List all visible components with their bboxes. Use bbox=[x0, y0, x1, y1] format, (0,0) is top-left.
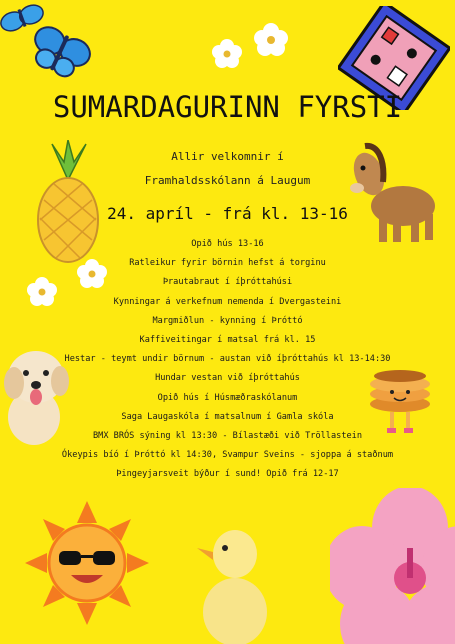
flower-icon bbox=[205, 18, 305, 78]
welcome-line-2: Framhaldsskólann á Laugum bbox=[144, 174, 311, 187]
welcome-line-1: Allir velkomnir í bbox=[171, 150, 284, 163]
butterfly-icon bbox=[0, 0, 100, 100]
list-item: Þrautabraut í íþróttahúsi bbox=[162, 277, 293, 288]
list-item: Kynningar á verkefnum nemenda í Dvergasteini bbox=[113, 296, 342, 307]
list-item: Margmiðlun - kynning í Þróttó bbox=[152, 315, 303, 326]
list-item: Ratleikur fyrir börnin hefst á torginu bbox=[129, 258, 326, 269]
hibiscus-icon bbox=[330, 488, 455, 644]
list-item: Þingeyjarsveit býður í sund! Opið frá 12-17 bbox=[116, 469, 339, 480]
list-item: Ókeypis bíó í Þróttó kl 14:30, Svampur Sveins - sjoppa á staðnum bbox=[61, 450, 394, 461]
event-list bbox=[0, 235, 455, 484]
list-item: Hestar - teymt undir börnum - austan við íþróttahús kl 13-14:30 bbox=[64, 354, 391, 365]
duckling-icon bbox=[195, 518, 275, 644]
list-item: Saga Laugaskóla í matsalnum í Gamla skóla bbox=[121, 411, 334, 422]
poster-title: SUMARDAGURINN FYRSTI bbox=[52, 90, 403, 124]
list-item: Hundar vestan við íþróttahús bbox=[155, 373, 300, 384]
event-date: 24. apríl - frá kl. 13-16 bbox=[107, 204, 348, 223]
list-item: Kaffiveitingar í matsal frá kl. 15 bbox=[139, 334, 316, 345]
list-item: Opið hús 13-16 bbox=[191, 239, 264, 249]
list-item: Opið hús í Húsmæðraskólanum bbox=[157, 392, 298, 403]
list-item: BMX BRÓS sýning kl 13:30 - Bílastæði við Tröllastein bbox=[92, 430, 363, 441]
sun-icon bbox=[22, 498, 152, 628]
